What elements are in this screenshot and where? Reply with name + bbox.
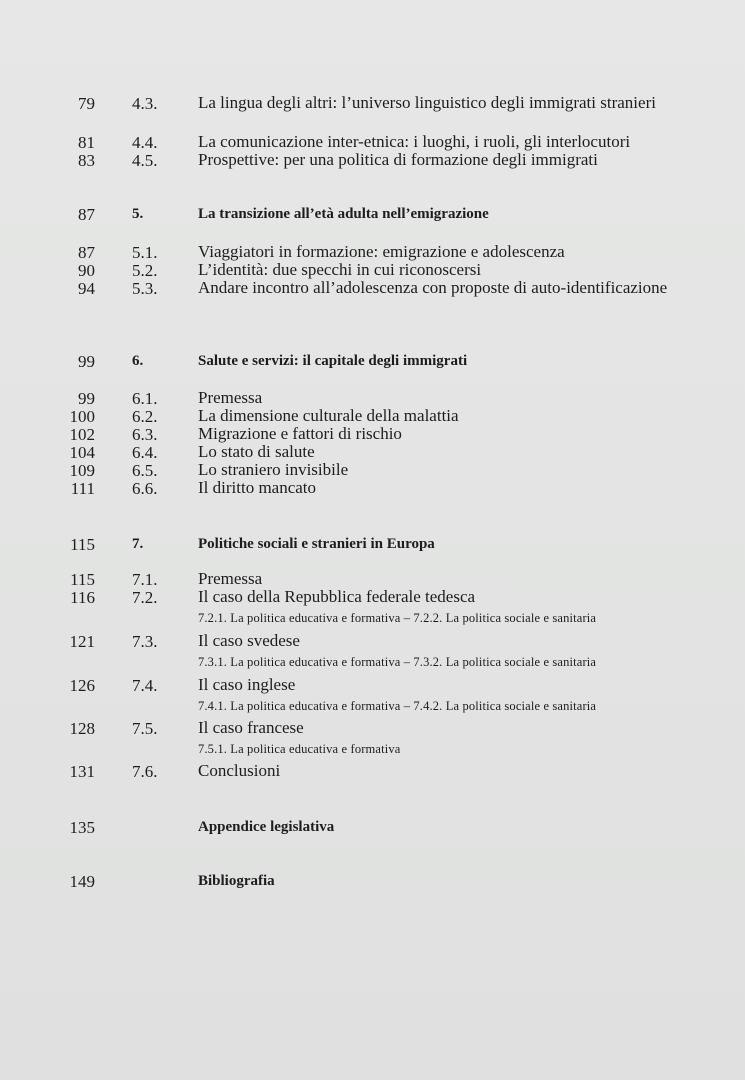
toc-chapter-number: 7. <box>132 536 144 552</box>
toc-title: Il caso svedese <box>198 631 300 650</box>
toc-section-number: 6.4. <box>132 443 158 462</box>
toc-title: Prospettive: per una politica di formazione degli immigrati <box>198 150 598 169</box>
toc-page-number: 121 <box>69 632 95 651</box>
toc-page-number: 111 <box>70 479 95 498</box>
toc-page-number: 115 <box>70 570 95 589</box>
toc-section-number: 5.1. <box>132 243 158 262</box>
toc-title: La lingua degli altri: l’universo linguistico degli immigrati stranieri <box>198 93 656 112</box>
toc-title: Premessa <box>198 388 263 407</box>
toc-section-number: 7.4. <box>132 676 158 695</box>
toc-page-number: 100 <box>69 407 95 426</box>
toc-title: Viaggiatori in formazione: emigrazione e adolescenza <box>198 242 565 261</box>
toc-title: Premessa <box>198 569 263 588</box>
toc-page-number: 109 <box>69 461 95 480</box>
toc-subsections: 7.5.1. La politica educativa e formativa <box>198 742 401 756</box>
toc-page-number: 104 <box>69 443 95 462</box>
toc-title: Il caso francese <box>198 718 304 737</box>
toc-page-number: 116 <box>70 588 95 607</box>
toc-section-number: 4.3. <box>132 94 158 113</box>
toc-subsections: 7.4.1. La politica educativa e formativa – 7.4.2. La politica sociale e sanitaria <box>198 699 597 713</box>
toc-page-number: 83 <box>78 151 95 170</box>
toc-chapter-title: Bibliografia <box>198 873 275 889</box>
toc-section-number: 7.3. <box>132 632 158 651</box>
toc-page-number: 149 <box>69 872 95 891</box>
toc-subsections: 7.2.1. La politica educativa e formativa – 7.2.2. La politica sociale e sanitaria <box>198 611 597 625</box>
toc-page-number: 128 <box>69 719 95 738</box>
toc-chapter-title: Appendice legislativa <box>198 819 335 835</box>
toc-chapter-title: Salute e servizi: il capitale degli immigrati <box>198 353 468 369</box>
toc-chapter-title: Politiche sociali e stranieri in Europa <box>198 536 435 552</box>
toc-page-number: 81 <box>78 133 95 152</box>
toc-title: Andare incontro all’adolescenza con proposte di auto-identificazione <box>198 278 668 297</box>
toc-subsections: 7.3.1. La politica educativa e formativa – 7.3.2. La politica sociale e sanitaria <box>198 655 597 669</box>
toc-page-number: 131 <box>69 762 95 781</box>
toc-page-number: 87 <box>78 205 95 224</box>
toc-title: Lo straniero invisibile <box>198 460 349 479</box>
toc-page-number: 126 <box>69 676 95 695</box>
toc-chapter-number: 5. <box>132 206 144 222</box>
toc-title: Il diritto mancato <box>198 478 317 497</box>
toc-title: Lo stato di salute <box>198 442 315 461</box>
toc-section-number: 6.2. <box>132 407 158 426</box>
toc-section-number: 7.2. <box>132 588 158 607</box>
toc-title: Il caso della Repubblica federale tedesca <box>198 587 476 606</box>
toc-section-number: 5.3. <box>132 279 158 298</box>
toc-page-number: 135 <box>69 818 95 837</box>
toc-page-number: 115 <box>70 535 95 554</box>
toc-section-number: 6.1. <box>132 389 158 408</box>
toc-title: La comunicazione inter-etnica: i luoghi, i ruoli, gli interlocutori <box>198 132 631 151</box>
toc-page-number: 99 <box>78 352 95 371</box>
toc-page-number: 90 <box>78 261 95 280</box>
toc-title: Migrazione e fattori di rischio <box>198 424 402 443</box>
toc-page-number: 87 <box>78 243 95 262</box>
toc-page-number: 102 <box>69 425 95 444</box>
toc-page-number: 94 <box>78 279 95 298</box>
toc-page-number: 99 <box>78 389 95 408</box>
toc-chapter-title: La transizione all’età adulta nell’emigrazione <box>198 206 489 222</box>
toc-section-number: 6.6. <box>132 479 158 498</box>
toc-section-number: 6.5. <box>132 461 158 480</box>
toc-page-number: 79 <box>78 94 95 113</box>
toc-section-number: 7.1. <box>132 570 158 589</box>
toc-title: L’identità: due specchi in cui riconoscersi <box>198 260 482 279</box>
toc-section-number: 4.5. <box>132 151 158 170</box>
toc-section-number: 6.3. <box>132 425 158 444</box>
toc-title: La dimensione culturale della malattia <box>198 406 459 425</box>
toc-section-number: 7.6. <box>132 762 158 781</box>
toc-title: Il caso inglese <box>198 675 296 694</box>
toc-chapter-number: 6. <box>132 353 144 369</box>
toc-title: Conclusioni <box>198 761 281 780</box>
toc-section-number: 4.4. <box>132 133 158 152</box>
toc-section-number: 7.5. <box>132 719 158 738</box>
toc-section-number: 5.2. <box>132 261 158 280</box>
